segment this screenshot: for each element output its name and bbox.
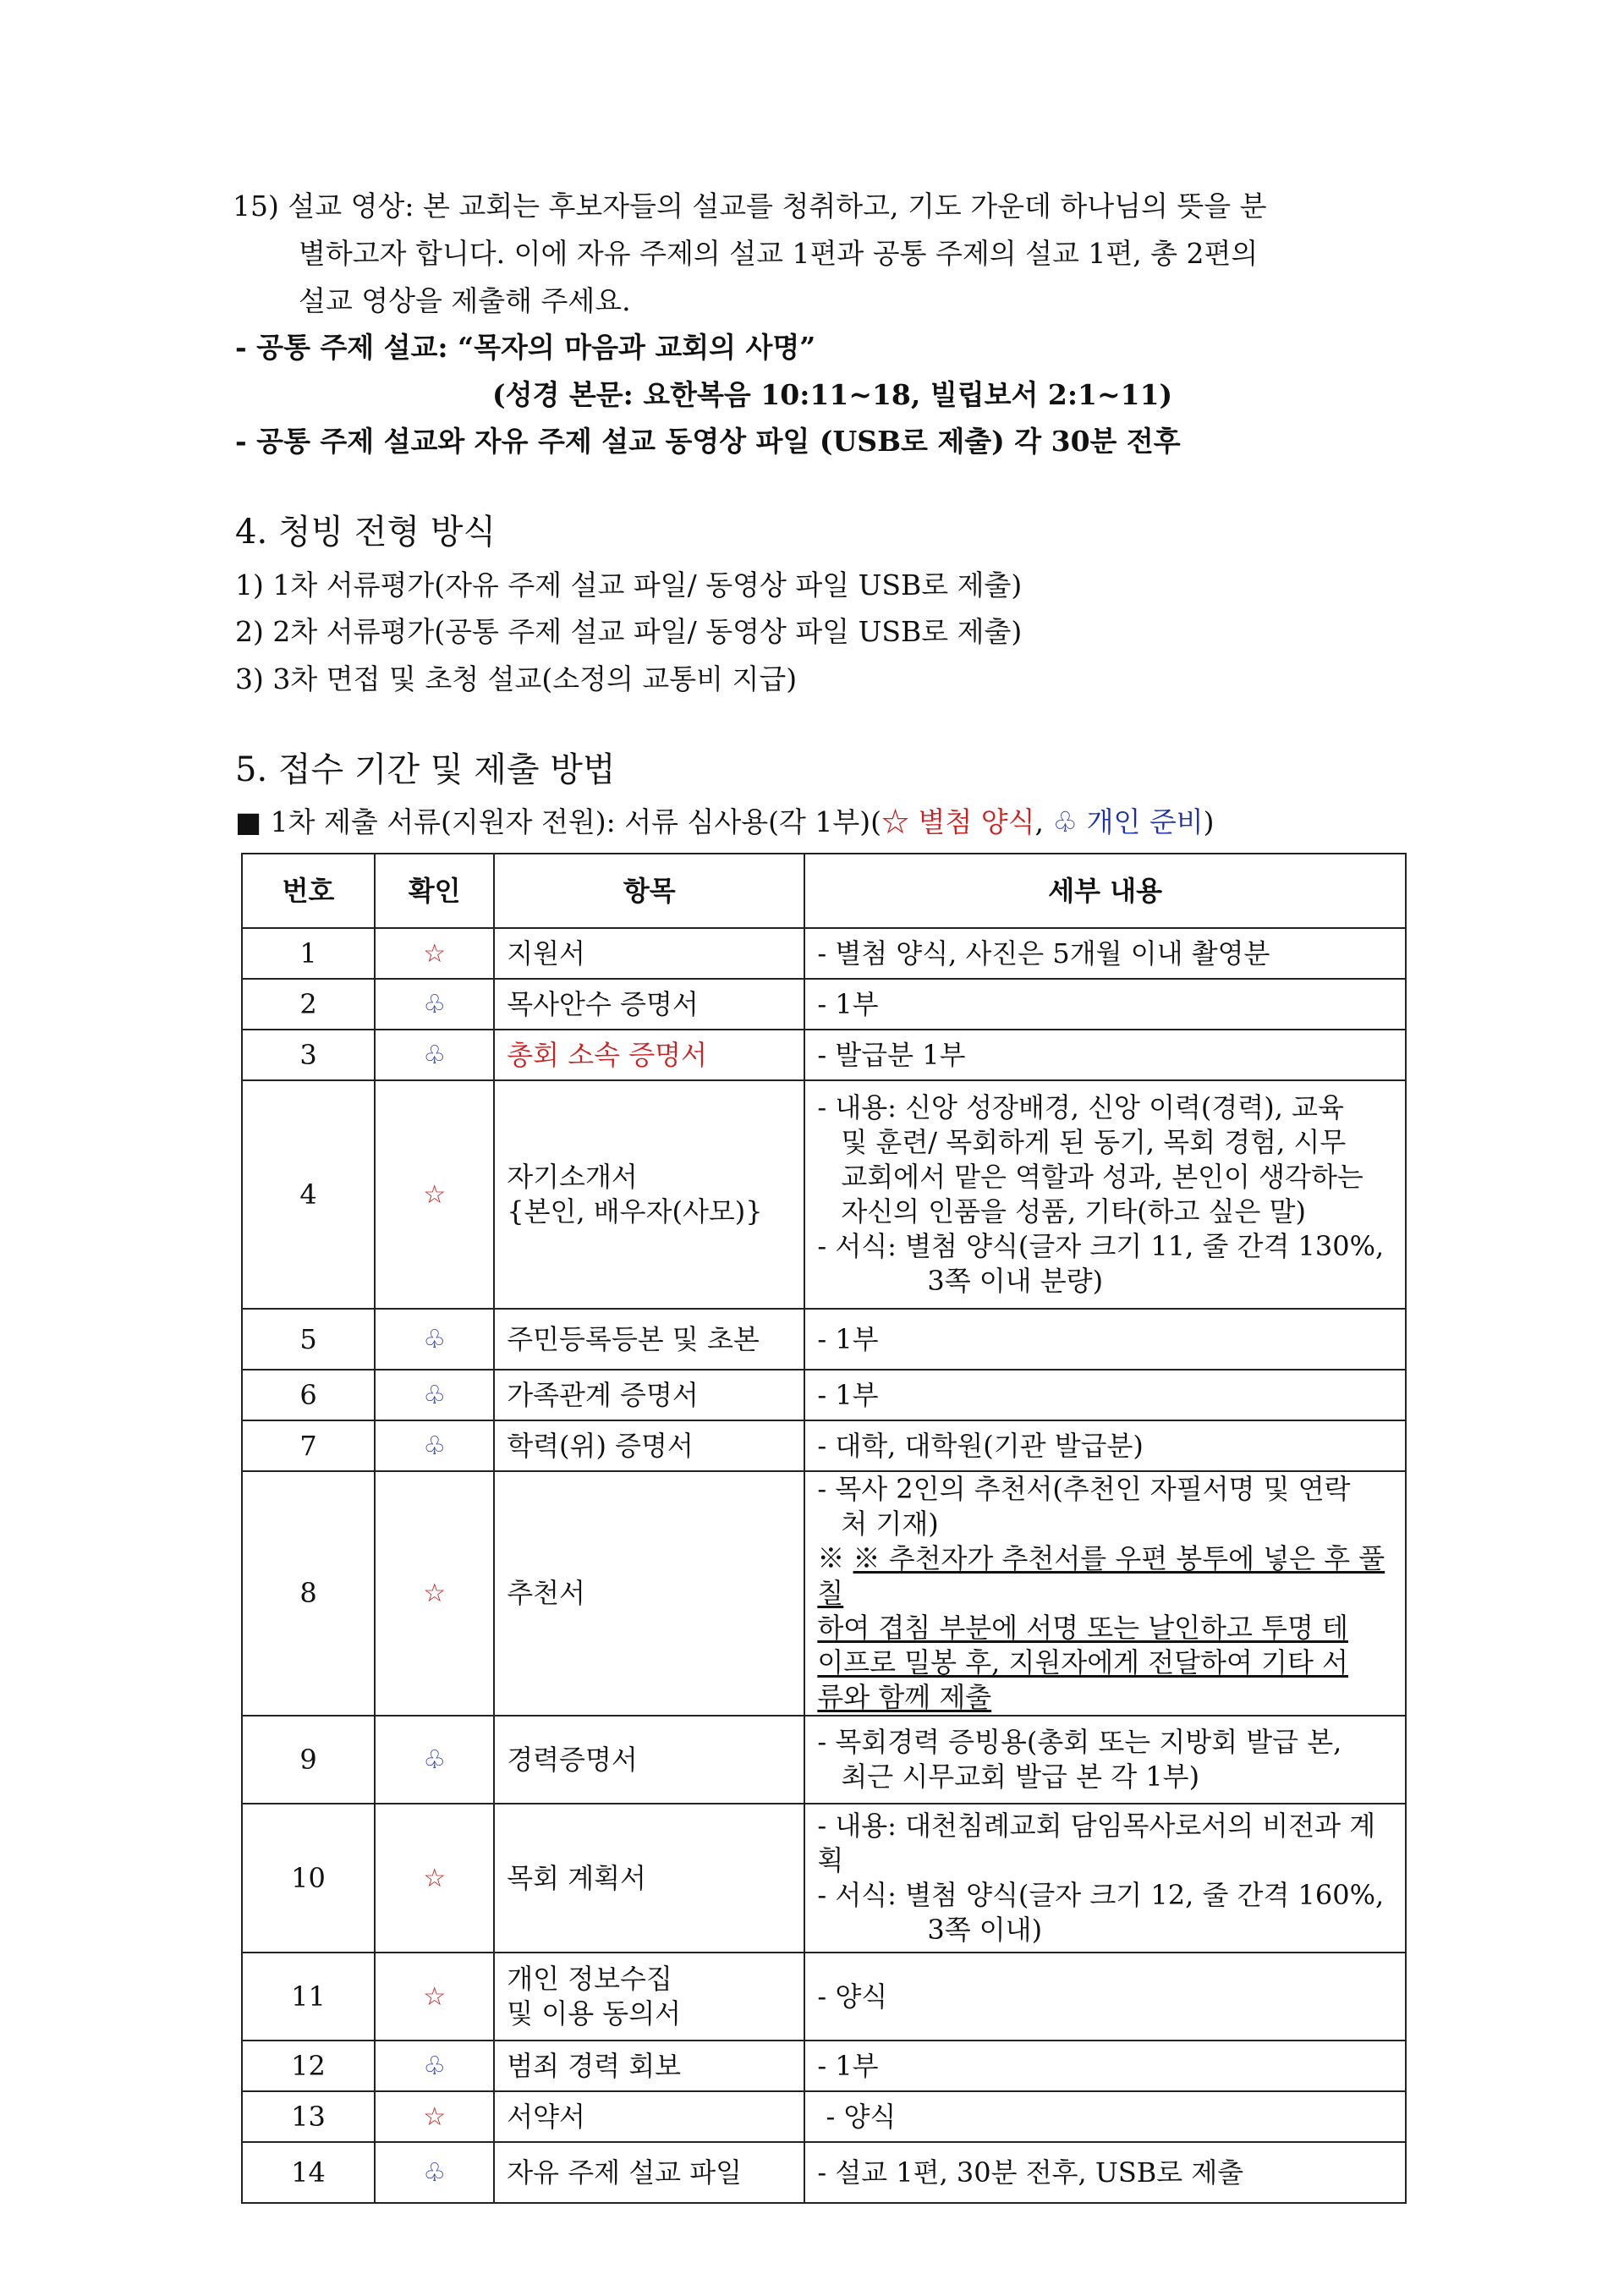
row-number: 14 <box>242 2142 375 2203</box>
sermon-line-1: 15) 설교 영상: 본 교회는 후보자들의 설교를 청취하고, 기도 가운데 하나님의 뜻을 분 <box>233 190 1267 222</box>
detail-line: 류와 함께 제출 <box>817 1681 992 1713</box>
subtitle-sep: , <box>1034 805 1053 838</box>
detail-underlined: ※ 추천자가 추천서를 우편 봉투에 넣은 후 풀칠 <box>817 1542 1385 1609</box>
detail-line: 3쪽 이내) <box>927 1914 1043 1946</box>
detail-line: 3쪽 이내 분량) <box>927 1265 1104 1297</box>
club-icon: ♧ <box>375 1030 494 1080</box>
row-detail: - 대학, 대학원(기관 발급분) <box>804 1420 1406 1471</box>
row-number: 8 <box>242 1471 375 1716</box>
table-row <box>242 2142 1406 2203</box>
row-detail: - 발급분 1부 <box>804 1030 1406 1080</box>
row-number: 12 <box>242 2041 375 2091</box>
header-detail: 세부 내용 <box>804 854 1406 928</box>
sermon-line-3: 설교 영상을 제출해 주세요. <box>299 284 631 317</box>
row-detail <box>804 1471 1406 1716</box>
club-icon: ♧ <box>375 1716 494 1804</box>
row-item: 학력(위) 증명서 <box>494 1420 804 1471</box>
subtitle-suffix: ) <box>1203 805 1215 838</box>
row-item: 주민등록등본 및 초본 <box>494 1309 804 1370</box>
row-item: 가족관계 증명서 <box>494 1370 804 1420</box>
row-item <box>494 1080 804 1309</box>
row-item: 지원서 <box>494 928 804 979</box>
row-item-line: 자기소개서 <box>507 1161 638 1193</box>
detail-line: 이프로 밀봉 후, 지원자에게 전달하여 기타 서 <box>817 1646 1348 1678</box>
detail-line: - 서식: 별첨 양식(글자 크기 11, 줄 간격 130%, <box>817 1230 1385 1262</box>
submission-subtitle <box>235 804 1214 841</box>
row-detail: - 설교 1편, 30분 전후, USB로 제출 <box>804 2142 1406 2203</box>
row-number: 13 <box>242 2091 375 2142</box>
table-row <box>242 1309 1406 1370</box>
club-icon: ♧ <box>375 1309 494 1370</box>
star-icon: ☆ <box>375 928 494 979</box>
row-item-line: {본인, 배우자(사모)} <box>507 1195 763 1228</box>
row-item-line: 개인 정보수집 <box>507 1963 672 1995</box>
table-header-row <box>242 854 1406 928</box>
row-item: 범죄 경력 회보 <box>494 2041 804 2091</box>
detail-line: 최근 시무교회 발급 본 각 1부) <box>841 1760 1200 1793</box>
detail-line: ※ ※ 추천자가 추천서를 우편 봉투에 넣은 후 풀칠 <box>817 1542 1385 1609</box>
step-2: 2) 2차 서류평가(공통 주제 설교 파일/ 동영상 파일 USB로 제출) <box>235 615 1023 648</box>
row-item: 서약서 <box>494 2091 804 2142</box>
detail-line: - 목사 2인의 추천서(추천인 자필서명 및 연락 <box>817 1473 1351 1505</box>
row-detail: - 1부 <box>804 2041 1406 2091</box>
row-number: 11 <box>242 1953 375 2041</box>
row-number: 5 <box>242 1309 375 1370</box>
table-row <box>242 928 1406 979</box>
row-item: 목사안수 증명서 <box>494 979 804 1030</box>
row-detail <box>804 1804 1406 1953</box>
table-row <box>242 1804 1406 1953</box>
detail-line: 처 기재) <box>841 1508 939 1540</box>
step-1: 1) 1차 서류평가(자유 주제 설교 파일/ 동영상 파일 USB로 제출) <box>235 569 1023 601</box>
row-item: 경력증명서 <box>494 1716 804 1804</box>
row-detail: - 양식 <box>804 2091 1406 2142</box>
row-detail <box>804 1080 1406 1309</box>
row-detail: - 1부 <box>804 1370 1406 1420</box>
star-icon: ☆ <box>375 1953 494 2041</box>
star-icon: ☆ <box>375 2091 494 2142</box>
sermon-line-2: 별하고자 합니다. 이에 자유 주제의 설교 1편과 공통 주제의 설교 1편, 총 2편의 <box>299 237 1259 270</box>
detail-line: 자신의 인품을 성품, 기타(하고 싶은 말) <box>841 1195 1307 1228</box>
table-row <box>242 1370 1406 1420</box>
detail-line: - 내용: 대천침례교회 담임목사로서의 비전과 계획 <box>817 1810 1376 1876</box>
detail-line: 및 훈련/ 목회하게 된 동기, 목회 경험, 시무 <box>841 1126 1347 1158</box>
row-number: 10 <box>242 1804 375 1953</box>
detail-line: 하여 겹침 부분에 서명 또는 날인하고 투명 테 <box>817 1612 1348 1644</box>
row-number: 3 <box>242 1030 375 1080</box>
row-number: 6 <box>242 1370 375 1420</box>
row-detail <box>804 1716 1406 1804</box>
row-item <box>494 1953 804 2041</box>
step-3: 3) 3차 면접 및 초청 설교(소정의 교통비 지급) <box>235 662 798 695</box>
detail-line: - 내용: 신앙 성장배경, 신앙 이력(경력), 교육 <box>817 1091 1344 1123</box>
row-number: 2 <box>242 979 375 1030</box>
table-row <box>242 1030 1406 1080</box>
row-number: 1 <box>242 928 375 979</box>
table-row <box>242 1080 1406 1309</box>
subtitle-prefix: ■ 1차 제출 서류(지원자 전원): 서류 심사용(각 1부)( <box>235 805 882 838</box>
table-row <box>242 1953 1406 2041</box>
row-detail: - 1부 <box>804 979 1406 1030</box>
video-files: - 공통 주제 설교와 자유 주제 설교 동영상 파일 (USB로 제출) 각 30분 전후 <box>235 425 1181 458</box>
star-icon: ☆ <box>375 1080 494 1309</box>
table-row <box>242 1420 1406 1471</box>
row-item: 추천서 <box>494 1471 804 1716</box>
row-number: 7 <box>242 1420 375 1471</box>
table-row <box>242 1716 1406 1804</box>
club-icon: ♧ <box>375 1370 494 1420</box>
row-detail: - 양식 <box>804 1953 1406 2041</box>
header-item: 항목 <box>494 854 804 928</box>
table-row <box>242 2091 1406 2142</box>
row-item: 목회 계획서 <box>494 1804 804 1953</box>
header-check: 확인 <box>375 854 494 928</box>
star-icon: ☆ <box>375 1471 494 1716</box>
section-4-title: 4. 청빙 전형 방식 <box>235 513 497 552</box>
row-number: 4 <box>242 1080 375 1309</box>
table-row <box>242 979 1406 1030</box>
club-icon: ♧ <box>375 1420 494 1471</box>
header-number: 번호 <box>242 854 375 928</box>
scripture: (성경 본문: 요한복음 10:11~18, 빌립보서 2:1~11) <box>492 378 1173 411</box>
club-icon: ♧ <box>375 2142 494 2203</box>
row-detail: - 별첨 양식, 사진은 5개월 이내 촬영분 <box>804 928 1406 979</box>
club-legend: ♧ 개인 준비 <box>1052 805 1204 838</box>
club-icon: ♧ <box>375 979 494 1030</box>
row-detail: - 1부 <box>804 1309 1406 1370</box>
row-number: 9 <box>242 1716 375 1804</box>
club-icon: ♧ <box>375 2041 494 2091</box>
detail-line: 교회에서 맡은 역할과 성과, 본인이 생각하는 <box>841 1161 1363 1193</box>
star-legend: ☆ 별첨 양식 <box>881 805 1035 838</box>
documents-table <box>241 853 1407 2204</box>
row-item: 총회 소속 증명서 <box>494 1030 804 1080</box>
common-topic: - 공통 주제 설교: “목자의 마음과 교회의 사명” <box>235 331 816 364</box>
table-row <box>242 1471 1406 1716</box>
detail-line: - 목회경력 증빙용(총회 또는 지방회 발급 본, <box>817 1726 1342 1758</box>
row-item: 자유 주제 설교 파일 <box>494 2142 804 2203</box>
section-5-title: 5. 접수 기간 및 제출 방법 <box>235 750 616 789</box>
star-icon: ☆ <box>375 1804 494 1953</box>
table-row <box>242 2041 1406 2091</box>
row-item-line: 및 이용 동의서 <box>507 1997 682 2030</box>
detail-line: - 서식: 별첨 양식(글자 크기 12, 줄 간격 160%, <box>817 1879 1385 1911</box>
